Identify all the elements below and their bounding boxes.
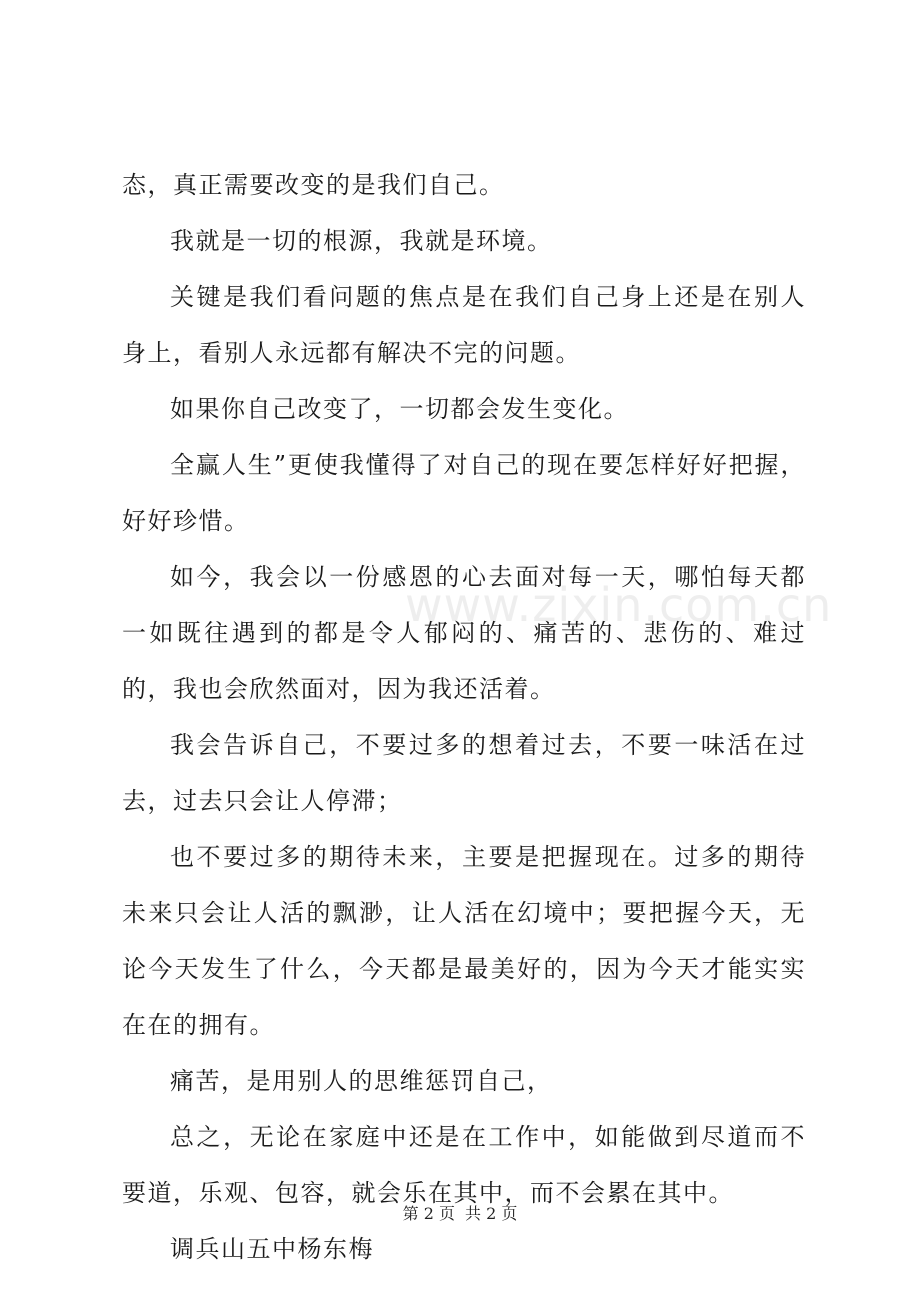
paragraph-3: 关键是我们看问题的焦点是在我们自己身上还是在别人身上，看别人永远都有解决不完的问题。: [122, 283, 806, 367]
paragraph-2: 我就是一切的根源，我就是环境。: [170, 227, 553, 255]
author-signature: 调兵山五中杨东梅: [170, 1235, 374, 1263]
page-footer: [0, 1201, 920, 1224]
watermark: www.zixin.com.cn: [405, 578, 833, 632]
document-body: [122, 157, 806, 1277]
paragraph-9: 痛苦，是用别人的思维惩罚自己，: [170, 1067, 553, 1095]
paragraph-5: 全赢人生”更使我懂得了对自己的现在要怎样好好把握，好好珍惜。: [122, 451, 806, 535]
paragraph-1: 态，真正需要改变的是我们自己。: [122, 171, 505, 199]
paragraph-8: 也不要过多的期待未来，主要是把握现在。过多的期待未来只会让人活的飘渺，让人活在幻境中；要把握今天，无论今天发生了什么，今天都是最美好的，因为今天才能实实在在的拥有。: [122, 843, 806, 1039]
page-total: 共 2 页: [465, 1204, 518, 1223]
paragraph-6: 如今，我会以一份感恩的心去面对每一天，哪怕每天都一如既往遇到的都是令人郁闷的、痛苦的、悲伤的、难过的，我也会欣然面对，因为我还活着。: [122, 563, 806, 703]
paragraph-4: 如果你自己改变了，一切都会发生变化。: [170, 395, 629, 423]
paragraph-7: 我会告诉自己，不要过多的想着过去，不要一味活在过去，过去只会让人停滞；: [122, 731, 806, 815]
page-number: 第 2 页: [402, 1204, 455, 1223]
paragraph-10: 总之，无论在家庭中还是在工作中，如能做到尽道而不要道，乐观、包容，就会乐在其中，而不会累在其中。: [122, 1123, 806, 1207]
